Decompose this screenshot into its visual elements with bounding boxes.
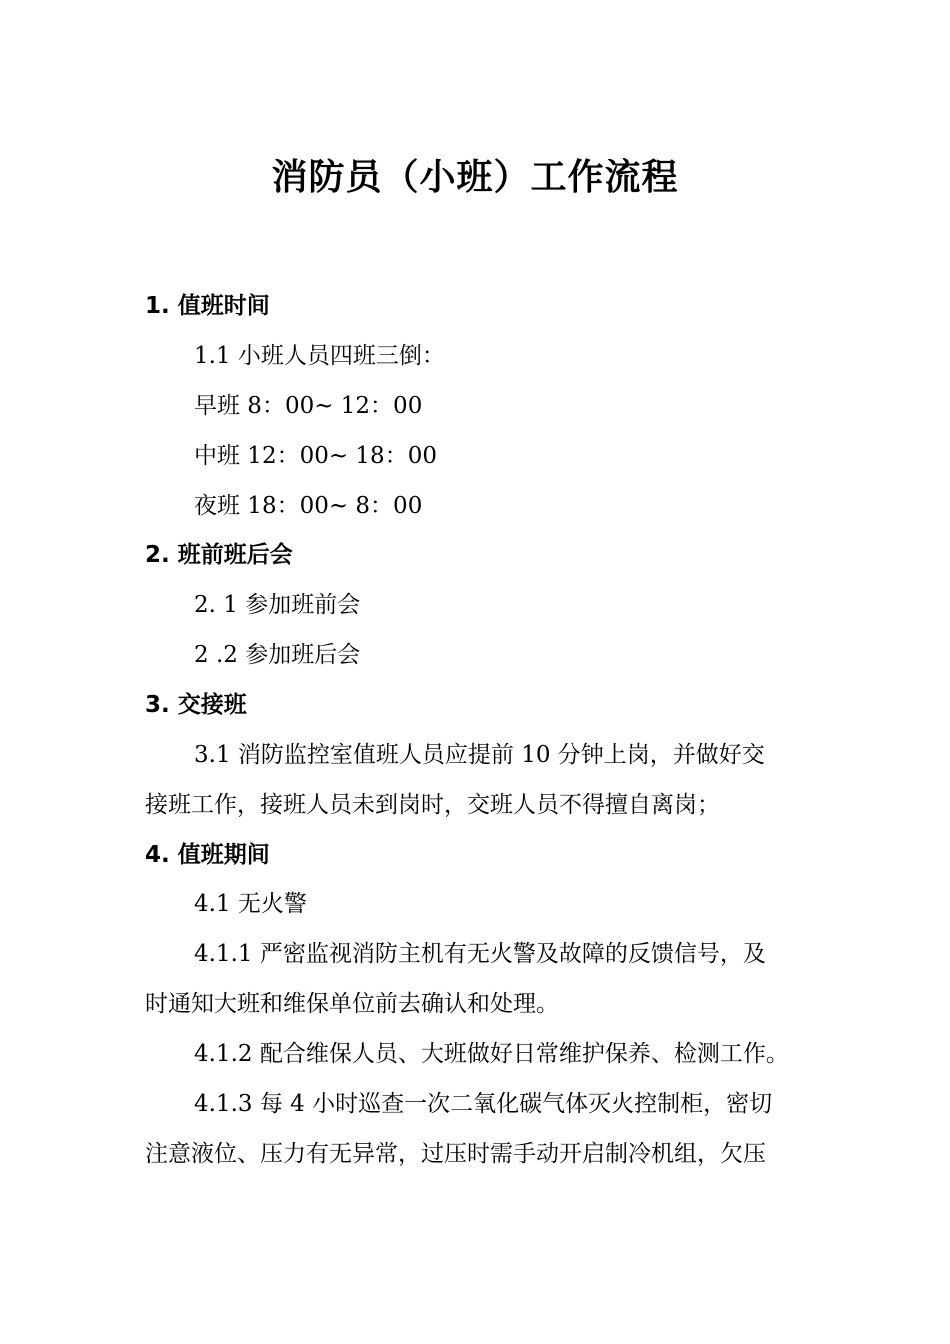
paragraph-line: 早班 8：00~ 12：00	[194, 393, 423, 419]
paragraph-line: 4.1.2 配合维保人员、大班做好日常维护保养、检测工作。	[194, 1041, 789, 1067]
paragraph-line: 接班工作，接班人员未到岗时，交班人员不得擅自离岗；	[145, 792, 720, 818]
paragraph-line: 4.1 无火警	[194, 891, 307, 917]
paragraph-line: 1.1 小班人员四班三倒：	[194, 343, 445, 369]
paragraph-line: 中班 12：00~ 18：00	[194, 443, 437, 469]
paragraph-line: 夜班 18：00~ 8：00	[194, 493, 423, 519]
section-heading-2: 2. 班前班后会	[145, 542, 293, 568]
paragraph-line: 注意液位、压力有无异常，过压时需手动开启制冷机组，欠压	[145, 1141, 766, 1167]
section-heading-1: 1. 值班时间	[145, 293, 270, 319]
paragraph-line: 3.1 消防监控室值班人员应提前 10 分钟上岗，并做好交	[194, 742, 765, 768]
paragraph-line: 4.1.1 严密监视消防主机有无火警及故障的反馈信号，及	[194, 941, 766, 967]
section-heading-4: 4. 值班期间	[145, 842, 270, 868]
paragraph-line: 时通知大班和维保单位前去确认和处理。	[145, 991, 559, 1017]
document-title: 消防员（小班）工作流程	[271, 157, 679, 198]
paragraph-line: 4.1.3 每 4 小时巡查一次二氧化碳气体灭火控制柜，密切	[194, 1091, 773, 1117]
paragraph-line: 2 .2 参加班后会	[194, 642, 361, 668]
paragraph-line: 2. 1 参加班前会	[194, 592, 361, 618]
section-heading-3: 3. 交接班	[145, 692, 247, 718]
